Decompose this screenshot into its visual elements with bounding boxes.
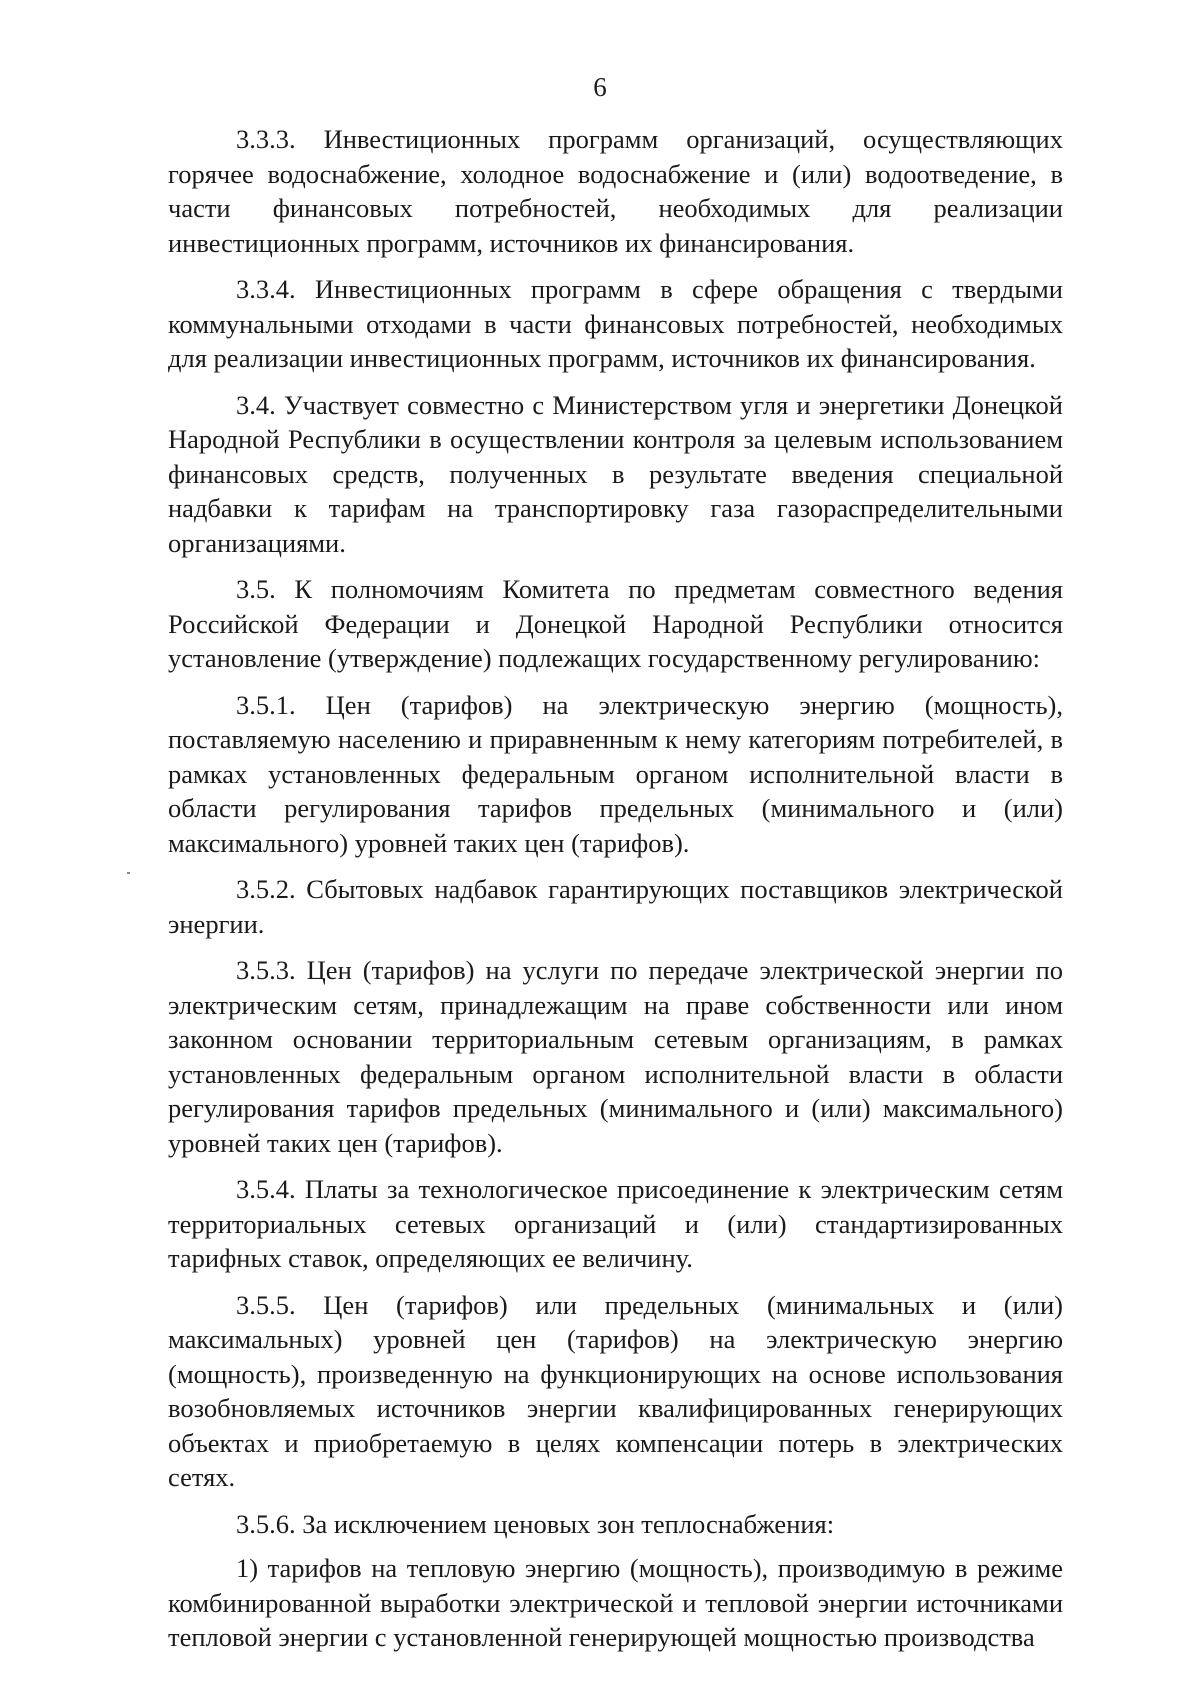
scan-mark — [127, 872, 130, 874]
page-number: 6 — [593, 72, 607, 102]
paragraph-3-4: 3.4. Участвует совместно с Министерством угля и энергетики Донецкой Народной Республики в осуществлении контроля за целевым использованием финансовых средств, полученных в результате введения специальной надбавки к тарифам на транспортировку газа газораспределительными организациями. — [168, 389, 1063, 558]
paragraph-3-5-1: 3.5.1. Цен (тарифов) на электрическую энергию (мощность), поставляемую населению и приравненным к нему категориям потребителей, в рамках установленных федеральным органом исполнительной власти в области регулирования тарифов предельных (минимального и (или) максимального) уровней таких цен (тарифов). — [168, 689, 1063, 858]
paragraph-3-5-6: 3.5.6. За исключением ценовых зон теплоснабжения: — [236, 1508, 835, 1539]
document-body — [168, 122, 1063, 1667]
paragraph-3-5-6-item-1: 1) тарифов на тепловую энергию (мощность), производимую в режиме комбинированной выработки электрической и тепловой энергии источниками тепловой энергии с установленной генерирующей мощностью производства — [168, 1553, 1063, 1652]
paragraph-3-3-3: 3.3.3. Инвестиционных программ организаций, осуществляющих горячее водоснабжение, холодное водоснабжение и (или) водоотведение, в части финансовых потребностей, необходимых для реализации инвестиционных программ, источников их финансирования. — [168, 124, 1063, 258]
paragraph-3-5: 3.5. К полномочиям Комитета по предметам совместного ведения Российской Федерации и Донецкой Народной Республики относится установление (утверждение) подлежащих государственному регулированию: — [168, 574, 1063, 673]
paragraph-3-3-4: 3.3.4. Инвестиционных программ в сфере обращения с твердыми коммунальными отходами в части финансовых потребностей, необходимых для реализации инвестиционных программ, источников их финансирования. — [168, 274, 1063, 373]
paragraph-3-5-5: 3.5.5. Цен (тарифов) или предельных (минимальных и (или) максимальных) уровней цен (тарифов) на электрическую энергию (мощность), произведенную на функционирующих на основе использования возобновляемых источников энергии квалифицированных генерирующих объектах и приобретаемую в целях компенсации потерь в электрических сетях. — [168, 1289, 1063, 1492]
paragraph-3-5-2: 3.5.2. Сбытовых надбавок гарантирующих поставщиков электрической энергии. — [168, 874, 1063, 939]
paragraph-3-5-3: 3.5.3. Цен (тарифов) на услуги по передаче электрической энергии по электрическим сетям, принадлежащим на праве собственности или ином законном основании территориальным сетевым организациям, в рамках установленных федеральным органом исполнительной власти в области регулирования тарифов предельных (минимального и (или) максимального) уровней таких цен (тарифов). — [168, 955, 1063, 1158]
paragraph-3-5-4: 3.5.4. Платы за технологическое присоединение к электрическим сетям территориальных сетевых организаций и (или) стандартизированных тарифных ставок, определяющих ее величину. — [168, 1174, 1063, 1273]
